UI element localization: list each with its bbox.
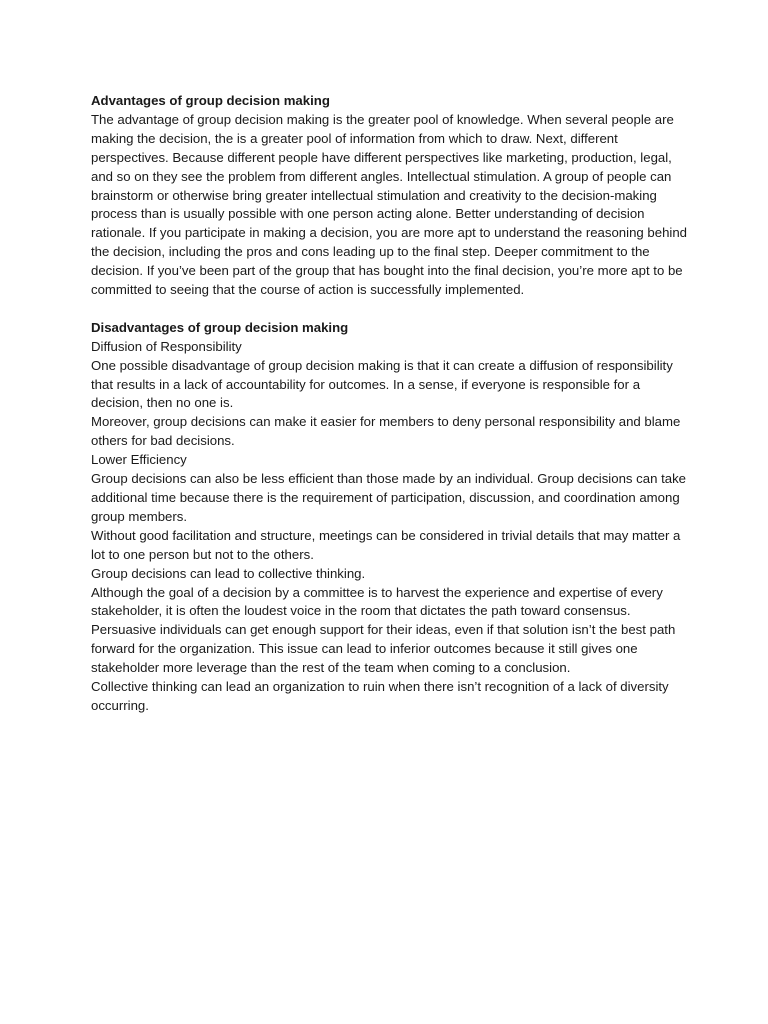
efficiency-paragraph-2: Without good facilitation and structure, meetings can be considered in trivial details that may matter a lot to one person but not to the others.: [91, 527, 681, 562]
diffusion-paragraph-1: One possible disadvantage of group decision making is that it can create a diffusion of responsibility that results in a lack of accountability for outcomes. In a sense, if everyone is responsible for a decision, then no one is.: [91, 357, 673, 411]
collective-thinking-line: Group decisions can lead to collective thinking.: [91, 565, 366, 581]
subheading-diffusion-of-responsibility: Diffusion of Responsibility: [91, 338, 242, 354]
diffusion-paragraph-2: Moreover, group decisions can make it easier for members to deny personal responsibility and blame others for bad decisions.: [91, 414, 681, 449]
section-spacer: [91, 300, 691, 319]
advantages-heading: Advantages of group decision making: [91, 93, 330, 108]
subheading-lower-efficiency: Lower Efficiency: [91, 452, 187, 468]
document-page: [91, 92, 691, 716]
collective-thinking-paragraph: Although the goal of a decision by a committee is to harvest the experience and expertise of every stakeholder, it is often the loudest voice in the room that dictates the path toward consensus. Persuasive individuals can get enough support for their ideas, even if that solution isn’t the best path forward for the organization. This issue can lead to inferior outcomes because it still gives one stakeholder more leverage than the rest of the team when coming to a conclusion.: [91, 584, 676, 676]
collective-thinking-conclusion: Collective thinking can lead an organization to ruin when there isn’t recognition of a lack of diversity occurring.: [91, 679, 669, 713]
disadvantages-heading: Disadvantages of group decision making: [91, 319, 349, 335]
advantages-paragraph: The advantage of group decision making is the greater pool of knowledge. When several people are making the decision, the is a greater pool of information from which to draw. Next, different perspectives. Because different people have different perspectives like marketing, production, legal, and so on they see the problem from different angles. Intellectual stimulation. A group of people can brainstorm or otherwise bring greater intellectual stimulation and creativity to the decision-making process than is usually possible with one person acting alone. Better understanding of decision rationale. If you participate in making a decision, you are more apt to understand the reasoning behind the decision, including the pros and cons leading up to the final step. Deeper commitment to the decision. If you’ve been part of the group that has bought into the final decision, you’re more apt to be committed to seeing that the course of action is successfully implemented.: [91, 111, 688, 298]
efficiency-paragraph-1: Group decisions can also be less efficient than those made by an individual. Group decisions can take additional time because there is the requirement of participation, discussion, and coordination among group members.: [91, 471, 687, 524]
